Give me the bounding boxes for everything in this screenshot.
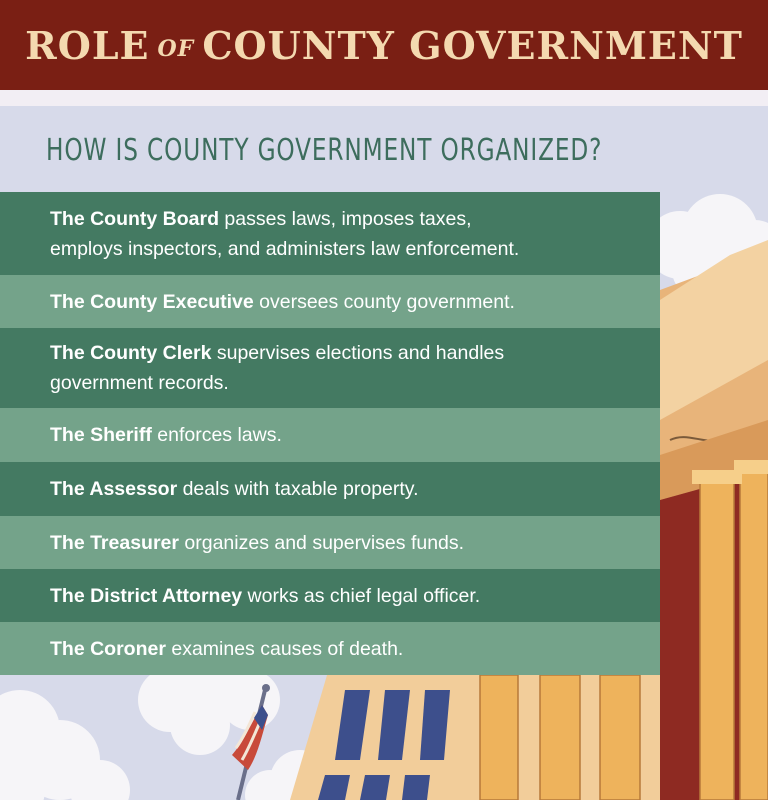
role-desc: deals with taxable property.: [177, 478, 419, 500]
role-line: [50, 204, 640, 234]
role-line: [50, 338, 640, 368]
role-desc: organizes and supervises funds.: [178, 531, 465, 554]
role-row-sheriff: [0, 408, 660, 462]
role-desc: supervises elections and handles: [211, 342, 505, 364]
role-line: [50, 474, 640, 504]
title-of: OF: [157, 36, 195, 62]
role-term: The Sheriff: [50, 424, 152, 446]
role-line: [50, 634, 640, 664]
role-line-2: government records.: [50, 372, 229, 394]
role-row-county-executive: [0, 275, 660, 328]
role-line: [50, 528, 640, 558]
title-part-1: ROLE: [25, 22, 150, 68]
role-row-assessor: [0, 462, 660, 516]
role-row-treasurer: [0, 516, 660, 569]
title-part-2: COUNTY GOVERNMENT: [202, 22, 743, 68]
role-term: The Assessor: [50, 478, 178, 500]
role-row-coroner: [0, 622, 660, 675]
role-line: [50, 420, 640, 450]
role-desc: examines causes of death.: [165, 637, 404, 660]
section-heading: HOW IS COUNTY GOVERNMENT ORGANIZED?: [46, 133, 603, 168]
role-term: The Treasurer: [50, 531, 179, 554]
role-row-county-clerk: [0, 328, 660, 408]
role-term: The District Attorney: [50, 584, 243, 607]
role-term: The County Executive: [50, 290, 254, 313]
role-line: [50, 287, 640, 317]
role-row-county-board: [0, 192, 660, 275]
role-desc: works as chief legal officer.: [242, 584, 481, 607]
role-desc: oversees county government.: [253, 290, 515, 313]
role-line-2: employs inspectors, and administers law enforcement.: [50, 237, 520, 260]
role-term: The County Board: [50, 207, 219, 230]
role-term: The Coroner: [50, 637, 166, 660]
role-desc: enforces laws.: [151, 424, 282, 446]
role-row-district-attorney: [0, 569, 660, 622]
role-term: The County Clerk: [50, 342, 212, 364]
roles-list: [0, 192, 660, 675]
role-line: [50, 581, 640, 611]
role-desc: passes laws, imposes taxes,: [219, 207, 472, 230]
